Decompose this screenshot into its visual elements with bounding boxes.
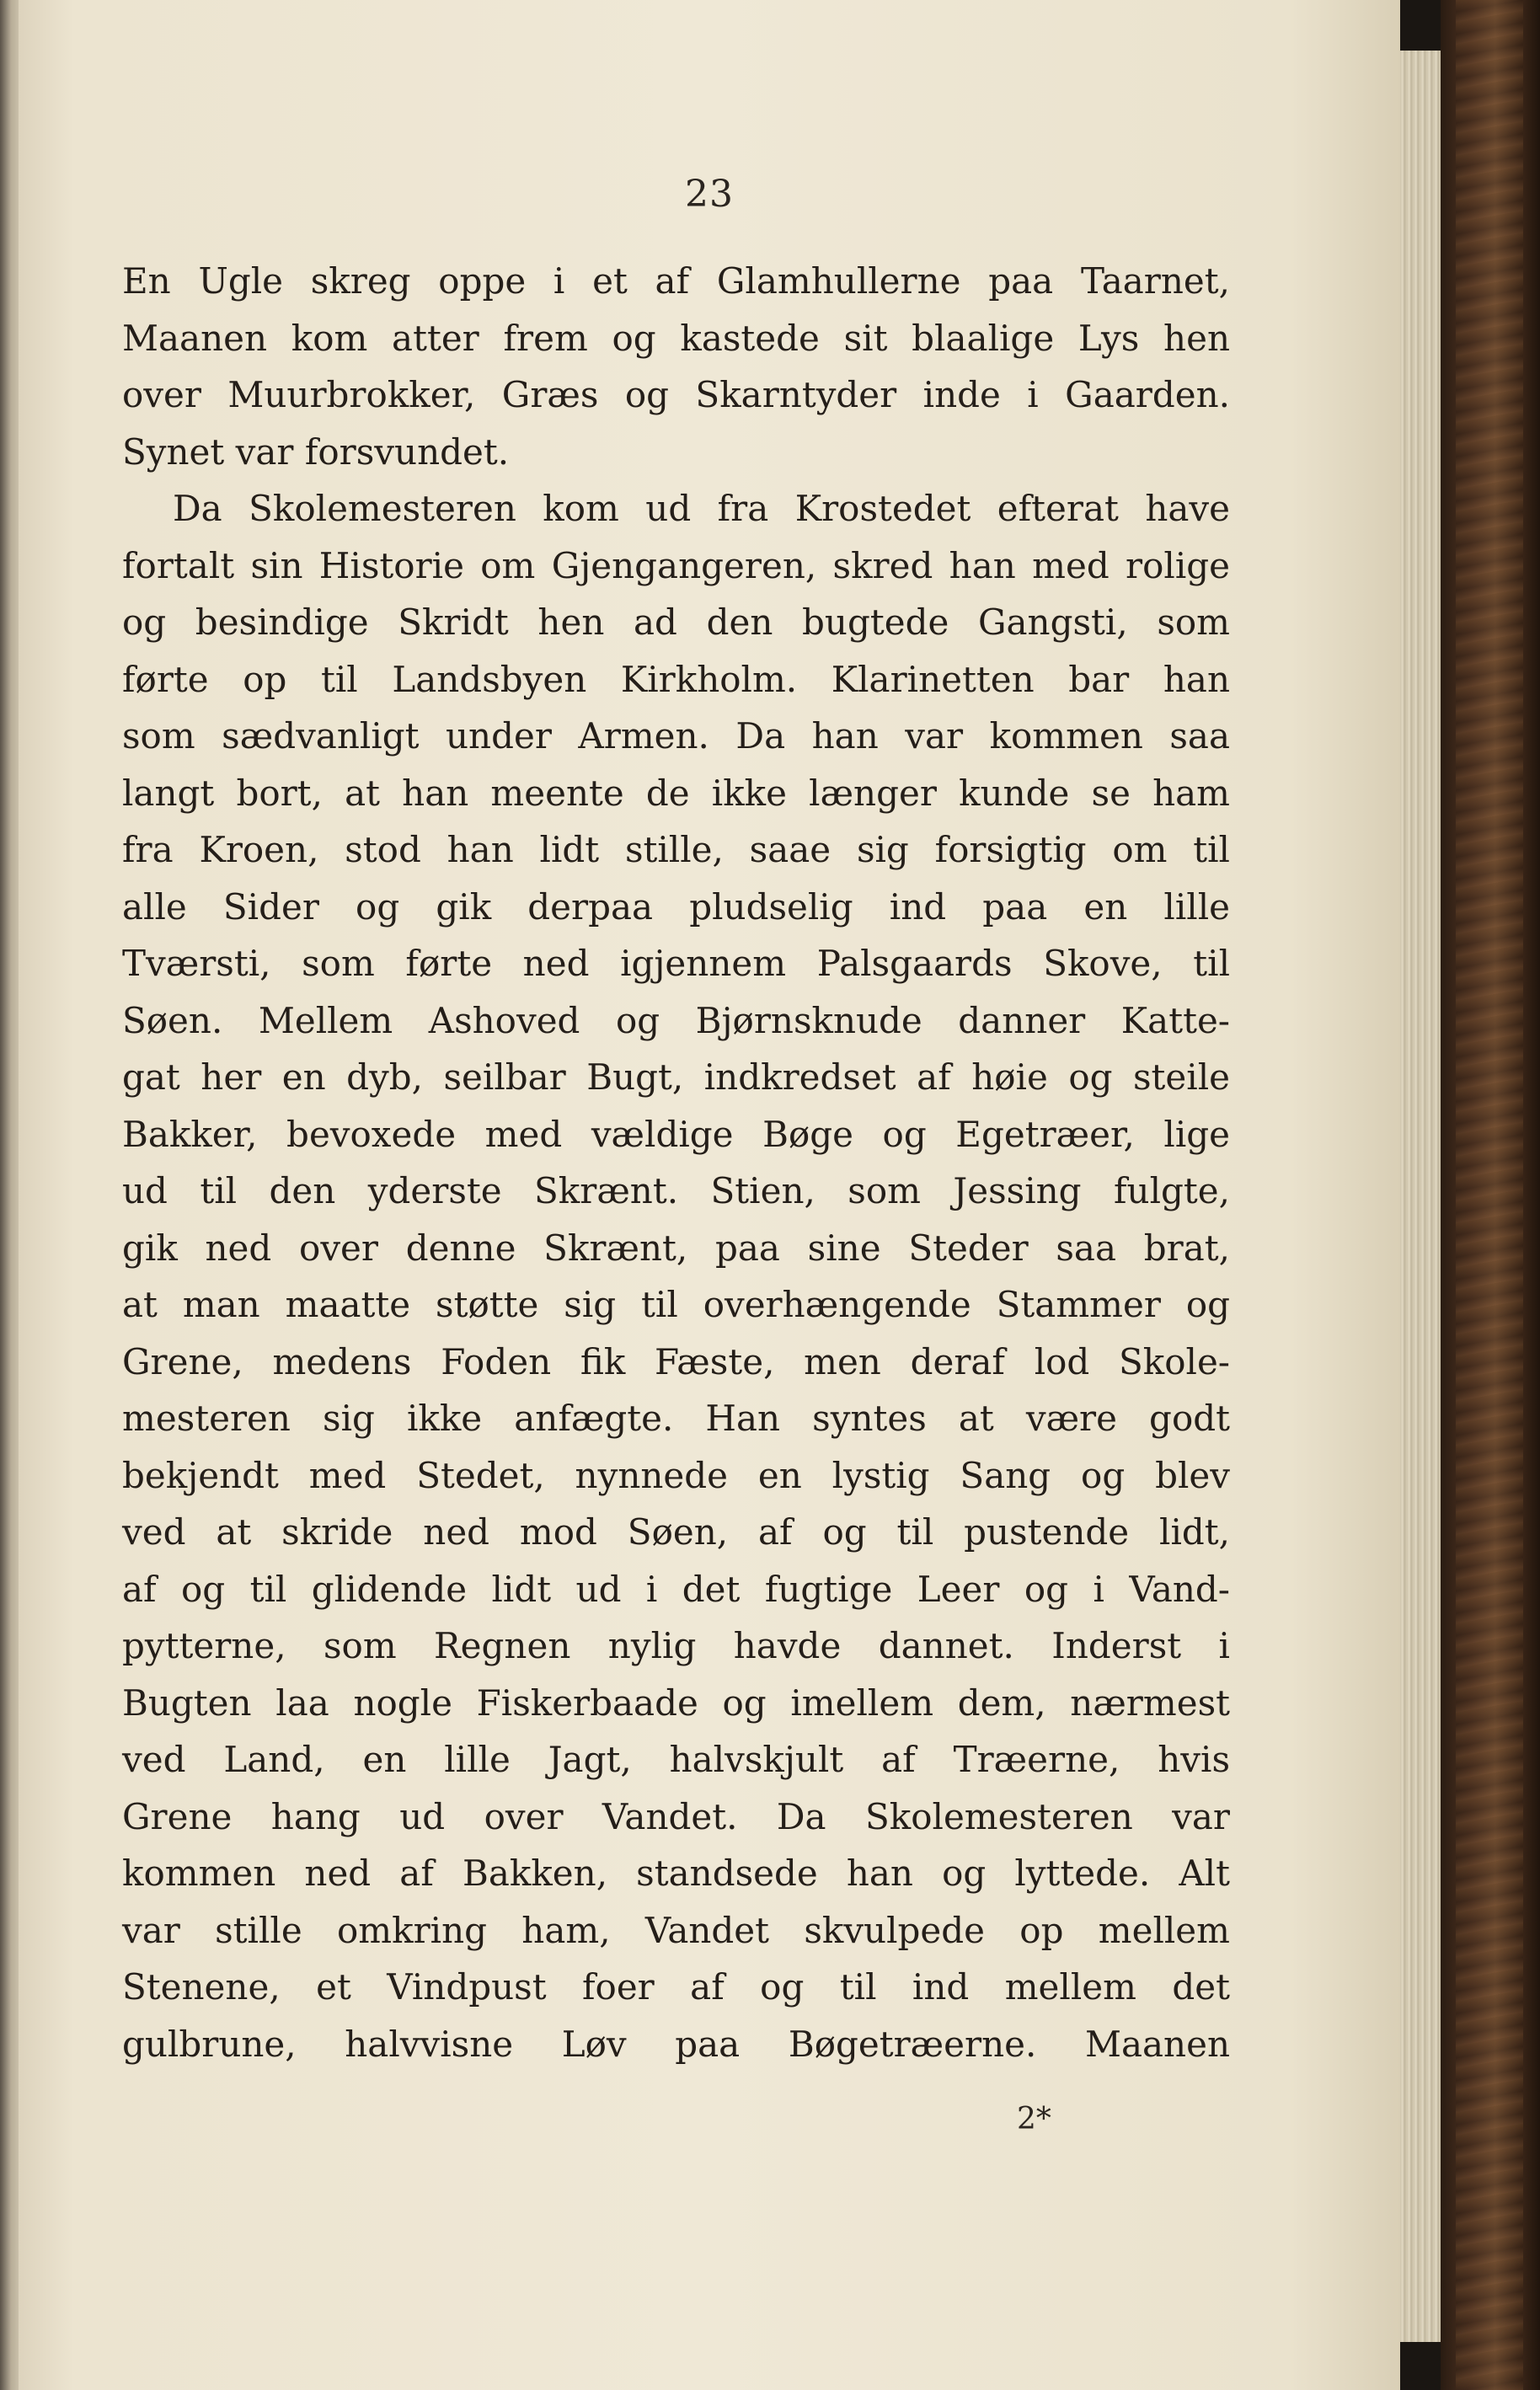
page-number: 23 — [685, 173, 734, 216]
text-line: førte op til Landsbyen Kirkholm. Klarinetten bar han — [122, 658, 1230, 700]
text-line: af og til glidende lidt ud i det fugtige Leer og i Vand- — [122, 1568, 1230, 1610]
text-line: at man maatte støtte sig til overhængende Stammer og — [122, 1284, 1230, 1325]
text-line: gat her en dyb, seilbar Bugt, indkredset af høie og steile — [122, 1056, 1230, 1098]
text-line: som sædvanligt under Armen. Da han var kommen saa — [122, 715, 1230, 757]
book-binding — [1441, 0, 1540, 2390]
text-line: Grene, medens Foden fik Fæste, men deraf lod Skole- — [122, 1340, 1230, 1382]
text-line: gulbrune, halvvisne Løv paa Bøgetræerne. Maanen — [122, 2023, 1230, 2065]
text-line: ved at skride ned mod Søen, af og til pustende lidt, — [122, 1511, 1230, 1553]
signature-mark: 2* — [1017, 2102, 1051, 2136]
body-text — [122, 253, 1230, 2072]
text-line: var stille omkring ham, Vandet skvulpede op mellem — [122, 1909, 1230, 1951]
text-line: Da Skolemesteren kom ud fra Krostedet efterat have — [173, 488, 1230, 529]
book-page — [19, 0, 1400, 2390]
text-line: gik ned over denne Skrænt, paa sine Steder saa brat, — [122, 1227, 1230, 1269]
text-line: mesteren sig ikke anfægte. Han syntes at være godt — [122, 1398, 1230, 1439]
text-line: ved Land, en lille Jagt, halvskjult af Træerne, hvis — [122, 1739, 1230, 1780]
text-line: pytterne, som Regnen nylig havde dannet. Inderst i — [122, 1625, 1230, 1666]
text-line: langt bort, at han meente de ikke længer kunde se ham — [122, 772, 1230, 814]
text-line: fra Kroen, stod han lidt stille, saae sig forsigtig om til — [122, 829, 1230, 870]
text-line: fortalt sin Historie om Gjengangeren, skred han med rolige — [122, 544, 1230, 586]
text-line: ud til den yderste Skrænt. Stien, som Jessing fulgte, — [122, 1170, 1230, 1211]
text-line: alle Sider og gik derpaa pludselig ind paa en lille — [122, 885, 1230, 928]
text-line: Grene hang ud over Vandet. Da Skolemesteren var — [122, 1795, 1230, 1837]
text-line: Bakker, bevoxede med vældige Bøge og Egetræer, lige — [122, 1113, 1230, 1155]
text-line: Stenene, et Vindpust foer af og til ind mellem det — [122, 1966, 1230, 2008]
text-line: En Ugle skreg oppe i et af Glamhullerne paa Taarnet, — [122, 260, 1230, 302]
text-line: Synet var forsvundet. — [122, 430, 510, 473]
text-line: Søen. Mellem Ashoved og Bjørnsknude danner Katte- — [122, 999, 1230, 1041]
text-line: og besindige Skridt hen ad den bugtede Gangsti, som — [122, 602, 1230, 643]
text-line: Tværsti, som førte ned igjennem Palsgaards Skove, til — [122, 943, 1230, 984]
text-line: Maanen kom atter frem og kastede sit blaalige Lys hen — [122, 317, 1230, 359]
previous-page-edge — [0, 0, 19, 2390]
text-line: kommen ned af Bakken, standsede han og lyttede. Alt — [122, 1853, 1230, 1894]
page-edges — [1400, 51, 1441, 2342]
text-line: Bugten laa nogle Fiskerbaade og imellem dem, nærmest — [122, 1682, 1230, 1724]
text-line: bekjendt med Stedet, nynnede en lystig Sang og blev — [122, 1454, 1230, 1496]
text-line: over Muurbrokker, Græs og Skarntyder inde i Gaarden. — [122, 374, 1230, 415]
